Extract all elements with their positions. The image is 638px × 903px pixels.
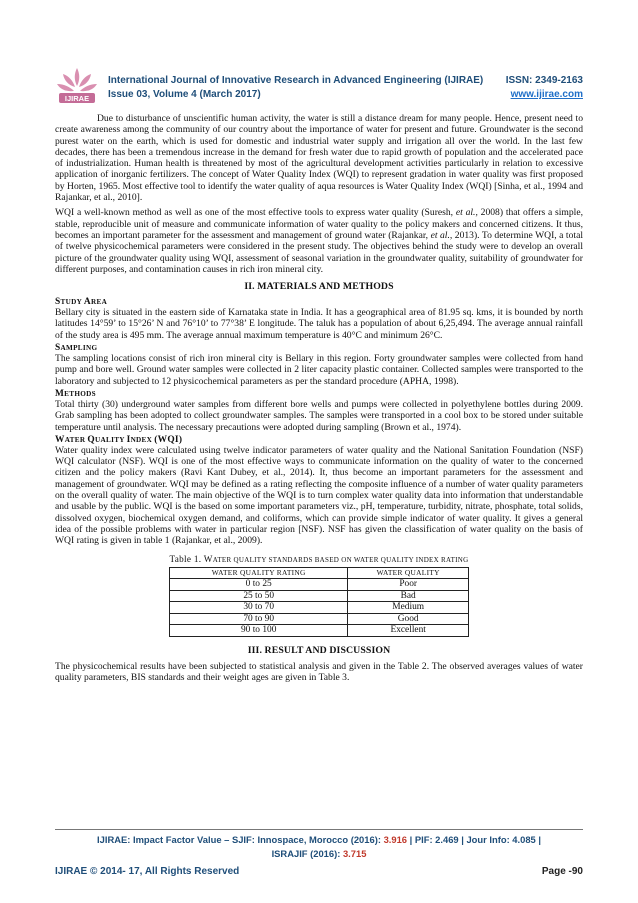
- table-cell-rating: 90 to 100: [170, 625, 348, 637]
- footer-divider: [55, 829, 583, 830]
- table-cell-quality: Poor: [348, 579, 469, 591]
- methods-text: Total thirty (30) underground water samples from different bore wells and pumps were collected in polyethylene bottles during 2009. Grab sampling has been adopted to collect groundwater samples. The samples were transported in a cool box to be stored under suitable temperature until analysis. The necessary precautions were adopted during sampling (Brown et al., 1974).: [55, 398, 583, 433]
- table-cell-quality: Excellent: [348, 625, 469, 637]
- table-cell-rating: 70 to 90: [170, 613, 348, 625]
- paper-body: [55, 113, 583, 684]
- footer-copyright: IJIRAE © 2014- 17, All Rights Reserved: [55, 866, 240, 877]
- table-1-caption: Table 1. WATER QUALITY STANDARDS BASED ON WATER QUALITY INDEX RATING: [169, 553, 469, 564]
- subheading-methods: METHODS: [55, 388, 96, 399]
- table-cell-quality: Good: [348, 613, 469, 625]
- journal-issn: ISSN: 2349-2163: [505, 75, 583, 86]
- intro-paragraph-2: WQI a well-known method as well as one of the most effective tools to express water quality (Suresh, et al., 2008) that offers a simple, stable, reproducible unit of measure and communicate information of water quality to the policy makers and concerned citizens. It thus, becomes an important parameter for the assessment and management of ground water (Rajankar, et al., 2013). To determine WQI, a total of twelve physicochemical parameters were considered in the present study. The objectives behind the study were to develop an overall picture of the groundwater quality using WQI, assessment of seasonal variation in the groundwater quality, suitability of groundwater for different purposes, and contamination causes in rich iron mineral city.: [55, 207, 584, 275]
- wqi-text: Water quality index were calculated using twelve indicator parameters of water quality and the National Sanitation Foundation (NSF) WQI calculator (NSF). WQI is one of the most effective ways to communicate information on the quality of water to the concerned citizen and the policy makers (Ravi Kant Dubey, et al., 2014). It, thus become an important parameters for the assessment and management of groundwater. WQI may be defined as a rating reflecting the composite influence of a number of water quality parameters on the overall quality of water. The main objective of the WQI is to turn complex water quality data into information that understandable and usable by the public. WQI is the based on some important parameters viz., pH, temperature, turbidity, nitrate, phosphate, total solids, dissolved oxygen, biochemical oxygen demand, and coliforms, which can provide simple indicator of water quality. It gives a general idea of the possible problems with water in particular region [NSF). NSF has given the classification of water quality on the basis of WQI rating is given in table 1 (Rajankar, et al., 2009).: [55, 444, 583, 547]
- ijirae-logo: [53, 62, 101, 110]
- table-row: [170, 602, 469, 614]
- table-cell-quality: Medium: [348, 602, 469, 614]
- table-row: [170, 590, 469, 602]
- table-cell-rating: 0 to 25: [170, 579, 348, 591]
- intro-paragraph-1: Due to disturbance of unscientific human activity, the water is still a distance dream for many people. Hence, present need to create awareness among the community of our country about the importance of water for present and future. Groundwater is the second purest water on the earth, which is used for domestic and industrial water supply and irrigation all over the world. In the last few decades, there has been a tremendous increase in the demand for fresh water due to rapid growth of population and the accelerated pace of industrialization. Human health is threatened by most of the agricultural development activities particularly in relation to excessive application of inorganic fertilizers. The concept of Water Quality Index (WQI) to represent gradation in water quality was first proposed by Horten, 1965. Most effective tool to identify the water quality of aqua resources is Water Quality Index (WQI) [Sinha, et al., 1994 and Rajankar, et al., 2010].: [55, 113, 583, 204]
- logo-text: IJIRAE: [64, 94, 90, 103]
- table-row: [170, 625, 469, 637]
- journal-website-link[interactable]: www.ijirae.com: [510, 89, 583, 100]
- journal-title: International Journal of Innovative Research in Advanced Engineering (IJIRAE): [108, 75, 484, 86]
- subheading-study-area: STUDY AREA: [55, 297, 108, 308]
- table-row: [170, 579, 469, 591]
- table-1-water-quality: [169, 567, 469, 638]
- subheading-water-quality-index: WATER QUALITY INDEX (WQI): [55, 434, 183, 445]
- table-header-quality: WATER QUALITY: [348, 567, 469, 579]
- table-cell-rating: 25 to 50: [170, 590, 348, 602]
- study-area-text: Bellary city is situated in the eastern side of Karnataka state in India. It has a geographical area of 81.95 sq. kms, it is bounded by north latitudes 14°59’ to 15°26’ N and 76°10’ to 77°38’ E longitude. The taluk has a population of about 6,25,494. The average annual rainfall of the study area is 495 mm. The average annual maximum temperature is 40°C and minimum 26°C.: [55, 307, 583, 341]
- footer-impact-line: IJIRAE: Impact Factor Value – SJIF: Innospace, Morocco (2016): 3.916 | PIF: 2.469 | Jour Info: 4.085 |: [97, 834, 541, 845]
- page-number: Page -90: [541, 866, 583, 877]
- result-text: The physicochemical results have been subjected to statistical analysis and given in the Table 2. The observed averages values of water quality parameters, BIS standards and their weight ages are given in Table 3.: [55, 661, 583, 684]
- section-heading-results: III. RESULT AND DISCUSSION: [247, 645, 391, 657]
- section-heading-materials-methods: II. MATERIALS AND METHODS: [244, 281, 394, 293]
- sampling-text: The sampling locations consist of rich iron mineral city is Bellary in this region. Forty groundwater samples were collected from hand pump and bore well. Ground water samples were collected in 2 liter capacity plastic container. Collected samples were transported to the laboratory and subjected to 12 physicochemical parameters as per the standard procedure (APHA, 1998).: [55, 353, 583, 387]
- table-row: [170, 613, 469, 625]
- table-cell-quality: Bad: [348, 590, 469, 602]
- table-header-rating: WATER QUALITY RATING: [170, 567, 348, 579]
- table-cell-rating: 30 to 70: [170, 602, 348, 614]
- footer-isra-line: ISRAJIF (2016): 3.715: [271, 848, 367, 859]
- journal-issue: Issue 03, Volume 4 (March 2017): [108, 89, 261, 100]
- subheading-sampling: SAMPLING: [55, 343, 98, 354]
